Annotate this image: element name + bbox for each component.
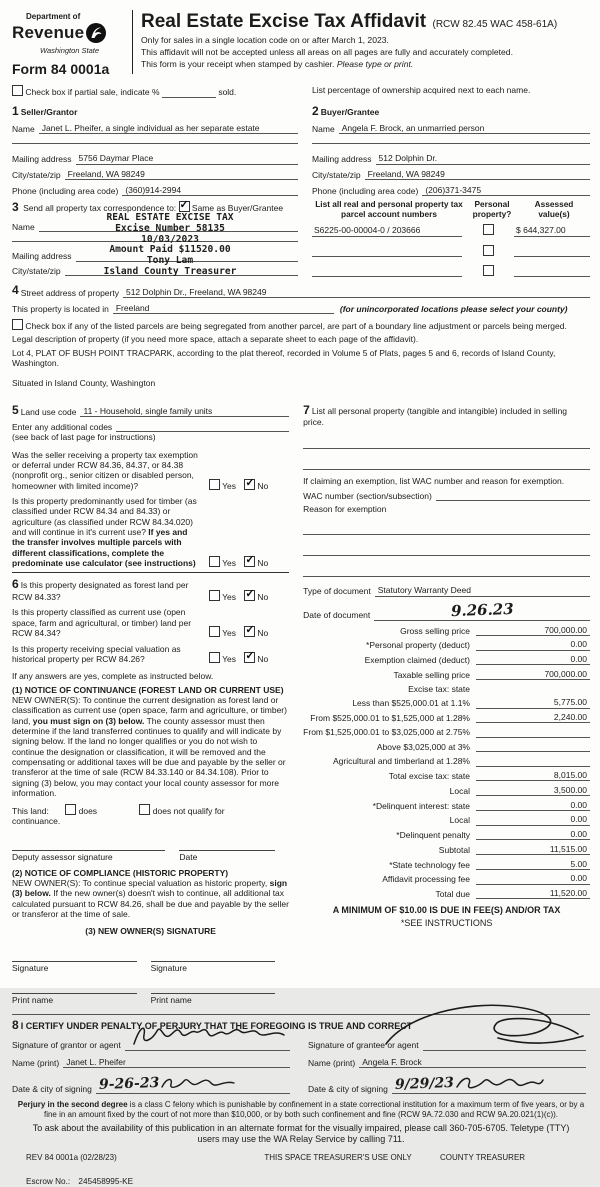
- agency-line1: Department of: [26, 12, 81, 21]
- personal-property-line-1[interactable]: [303, 436, 590, 449]
- if-yes-note: If any answers are yes, complete as instructed below.: [12, 671, 214, 682]
- mid-right-column: [299, 395, 590, 1006]
- mid-left-column: [12, 395, 299, 1006]
- form-title: Real Estate Excise Tax Affidavit: [141, 11, 427, 32]
- notice-continuance-body: NEW OWNER(S): To continue the current designation as forest land or classification as current use (open space, farm and agriculture, or timber) land, you must sign on (3) below. The county assessor must then determine if the land transferred continues to qualify and will indicate by signing below. If the land no longer qualifies or you do not wish to continue the designation or classification, it will be removed and the compensating or additional taxes will be due and payable by the seller or transferor at the time of sale (RCW 84.33.140 or 84.34.108). Prior to signing (3) below, you may contact your local county assessor for more information.: [12, 694, 287, 799]
- continuance-label: continuance.: [12, 815, 61, 826]
- correspondence-section: [12, 200, 590, 277]
- tax-value[interactable]: 5.00: [476, 859, 590, 870]
- timber-question-row: [12, 496, 289, 569]
- doc-date-field[interactable]: [374, 601, 590, 620]
- tax-label: Total due: [435, 889, 470, 900]
- unincorporated-note: (for unincorporated locations please select your county): [339, 303, 568, 314]
- legal-description-text[interactable]: Lot 4, PLAT OF BUSH POINT TRACPARK, according to the plat thereof, recorded in Volume 5 of Plats, pages 5 and 6, records of Island County, Washington.: [12, 347, 556, 368]
- tax-value[interactable]: 700,000.00: [476, 625, 590, 636]
- this-land-row: [12, 804, 289, 816]
- street-address-field[interactable]: 512 Dolphin Dr., Freeland, WA 98249: [123, 287, 590, 298]
- land-does-checkbox[interactable]: [65, 804, 76, 815]
- grantee-signature-line[interactable]: [423, 1050, 586, 1051]
- grantor-city-ink: [159, 1074, 237, 1092]
- partial-sale-row: [12, 85, 590, 97]
- partial-sale-percent-field[interactable]: [162, 97, 216, 98]
- see-back-note: (see back of last page for instructions): [12, 432, 156, 443]
- doc-date-handwriting: 9.26.23: [450, 600, 514, 621]
- tax-value[interactable]: [476, 727, 590, 738]
- s5-q1-yes-checkbox[interactable]: [209, 479, 220, 490]
- buyer-name-field[interactable]: Angela F. Brock, an unmarried person: [339, 123, 590, 134]
- buyer-city-field[interactable]: Freeland, WA 98249: [365, 169, 590, 180]
- escrow-number: 245458995-KE: [78, 1177, 134, 1187]
- historical-question-row: [12, 644, 289, 665]
- new-owner-printname-line-1[interactable]: [12, 983, 137, 994]
- buyer-name-field-2[interactable]: [312, 143, 590, 144]
- wac-number-label: WAC number (section/subsection): [303, 490, 432, 501]
- tax-label: *Personal property (deduct): [366, 640, 470, 651]
- personal-property-checkbox[interactable]: [483, 224, 494, 235]
- tax-value[interactable]: 0.00: [476, 829, 590, 840]
- stamp-line-3: 10/03/2023: [141, 233, 199, 245]
- type-or-print-note: Please type or print.: [336, 58, 414, 69]
- parcel-table-header: [312, 200, 590, 219]
- segregated-checkbox[interactable]: [12, 319, 23, 330]
- grantee-signature-block: [308, 1034, 590, 1094]
- segregated-label: Check box if any of the listed parcels are being segregated from another parcel, are part of a boundary line adjustment or parcels being merged.: [25, 320, 567, 331]
- tax-label: *Delinquent interest: state: [372, 800, 470, 811]
- timber-answer: Yes ✓ No: [199, 556, 289, 568]
- buyer-mailing-label: Mailing address: [312, 154, 372, 165]
- signature-label: Signature: [12, 962, 49, 973]
- seller-city-label: City/state/zip: [12, 170, 61, 181]
- buyer-block: [312, 104, 590, 197]
- parcel-row: [312, 224, 590, 236]
- historical-answer: Yes ✓ No: [199, 652, 289, 664]
- new-owner-signature-cell-2: [151, 951, 276, 973]
- treasurer-stamp: [60, 213, 280, 277]
- seller-mailing-label: Mailing address: [12, 154, 72, 165]
- s6-q3-no-checkbox[interactable]: [244, 652, 255, 663]
- grantee-datecity-field[interactable]: [392, 1073, 586, 1094]
- same-as-buyer-label: Same as Buyer/Grantee: [191, 203, 284, 214]
- deputy-signature-label: Deputy assessor signature: [12, 852, 113, 863]
- land-does-not-checkbox[interactable]: [139, 804, 150, 815]
- s5-q2-no-checkbox[interactable]: [244, 556, 255, 567]
- tax-label: From $525,000.01 to $1,525,000 at 1.28%: [310, 713, 470, 724]
- print-name-label: Print name: [150, 995, 192, 1006]
- grantor-signature-line[interactable]: [125, 1050, 290, 1051]
- grantee-city-ink: [454, 1073, 546, 1093]
- tax-table: [303, 625, 590, 900]
- correspondence-left: [12, 200, 312, 277]
- tax-subheader: Excise tax: state: [408, 683, 470, 694]
- notice-continuance-title: (1) NOTICE OF CONTINUANCE (FOREST LAND OR CURRENT USE): [12, 684, 284, 695]
- tax-value[interactable]: 8,015.00: [476, 770, 590, 781]
- parcel-number-field[interactable]: [312, 246, 462, 257]
- new-owner-printname-cell-2: [151, 983, 276, 1005]
- personal-property-checkbox[interactable]: [483, 245, 494, 256]
- grantor-sig-label: Signature of grantor or agent: [12, 1040, 121, 1051]
- rev-number: REV 84 0001a (02/28/23): [26, 1153, 117, 1163]
- exemption-note: If claiming an exemption, list WAC number and reason for exemption.: [303, 475, 565, 486]
- reason-line-1[interactable]: [303, 522, 590, 535]
- buyer-heading: Buyer/Grantee: [320, 106, 380, 117]
- deputy-date-label: Date: [179, 852, 198, 863]
- escrow-label: Escrow No.:: [26, 1177, 71, 1187]
- tax-value[interactable]: 11,515.00: [476, 844, 590, 855]
- treasurer-use-label: THIS SPACE TREASURER'S USE ONLY: [264, 1153, 412, 1163]
- section6-number: 6: [12, 577, 19, 592]
- deputy-signature-row: [12, 840, 289, 862]
- buyer-phone-field[interactable]: (206)371-3475: [422, 185, 590, 196]
- new-owner-printname-cell-1: [12, 983, 137, 1005]
- stamp-line-1: REAL ESTATE EXCISE TAX: [106, 212, 234, 224]
- buyer-phone-label: Phone (including area code): [312, 185, 419, 196]
- tax-value[interactable]: 0.00: [476, 639, 590, 650]
- footer-row: [12, 1153, 590, 1163]
- mid-band: [12, 395, 590, 1006]
- current-use-question: Is this property classified as current use (open space, farm and agricultural, or timber) land per RCW 84.34?: [12, 607, 192, 639]
- this-land-label: This land:: [12, 805, 49, 816]
- assessed-value-field[interactable]: [514, 266, 590, 277]
- tax-label: Above $3,025,000 at 3%: [376, 741, 470, 752]
- grantee-datecity-label: Date & city of signing: [308, 1083, 388, 1094]
- assessed-value-col-header: Assessed value(s): [534, 199, 574, 219]
- tax-value[interactable]: [476, 756, 590, 767]
- does-not-label: does not qualify for: [152, 805, 225, 816]
- section4-number: 4: [12, 283, 19, 298]
- tax-label: *Delinquent penalty: [396, 830, 470, 841]
- tax-label: Taxable selling price: [393, 669, 470, 680]
- agency-name: Revenue: [12, 22, 85, 42]
- s3-mailing-label: Mailing address: [12, 251, 72, 262]
- form-header: [12, 8, 590, 78]
- exemption-question: Was the seller receiving a property tax exemption or deferral under RCW 84.36, 84.37, or 84.38 (nonprofit org., senior citizen or disabled person, homeowner with limited income)?: [12, 449, 198, 491]
- doc-type-field[interactable]: Statutory Warranty Deed: [375, 585, 590, 596]
- section5-number: 5: [12, 402, 19, 417]
- grantor-datecity-field[interactable]: [96, 1074, 290, 1094]
- street-address-label: Street address of property: [20, 287, 119, 298]
- section7-number: 7: [303, 402, 310, 417]
- doc-type-label: Type of document: [303, 586, 371, 597]
- grantee-printname-field[interactable]: Angela F. Brock: [359, 1057, 586, 1068]
- revenue-logo-icon: [85, 22, 107, 46]
- send-correspondence-label: Send all property tax correspondence to:: [23, 203, 177, 214]
- signature-label: Signature: [150, 962, 187, 973]
- grantor-printname-label: Name (print): [12, 1057, 60, 1068]
- perjury-statement: Perjury in the second degree is a class C felony which is punishable by confinement in a state correctional institution for a maximum term of five years, or by a fine in an amount fixed by the court of not more than $10,000, or by both such confinement and fine (RCW 9A.72.030 and RCW 9A.20.021(1)(c)).: [17, 1099, 585, 1119]
- tax-label: Exemption claimed (deduct): [364, 655, 470, 666]
- new-owner-signature-cell-1: [12, 951, 137, 973]
- s6-q2-no-checkbox[interactable]: [244, 626, 255, 637]
- section1-number: 1: [12, 103, 19, 118]
- situated-in-text: Situated in Island County, Washington: [12, 378, 156, 389]
- legal-description-label: Legal description of property (if you need more space, attach a separate sheet to each page of the affidavit).: [12, 334, 419, 345]
- seller-mailing-field[interactable]: 5756 Daymar Place: [76, 153, 298, 164]
- exemption-answer: Yes ✓ No: [199, 479, 289, 491]
- title-block: [141, 8, 590, 78]
- reason-exemption-label: Reason for exemption: [303, 503, 387, 514]
- assessed-value-field[interactable]: $ 644,327.00: [514, 225, 590, 236]
- reason-line-3[interactable]: [303, 564, 590, 577]
- buyer-mailing-field[interactable]: 512 Dolphin Dr.: [376, 153, 590, 164]
- new-owner-signature-line-2[interactable]: [151, 951, 276, 962]
- ownership-note: List percentage of ownership acquired next to each name.: [312, 85, 531, 96]
- personal-property-intro: List all personal property (tangible and intangible) included in selling price.: [303, 405, 568, 428]
- tax-value[interactable]: 2,240.00: [476, 712, 590, 723]
- assessed-value-field[interactable]: [514, 246, 590, 257]
- property-section: [12, 283, 590, 388]
- seller-city-field[interactable]: Freeland, WA 98249: [65, 169, 298, 180]
- exemption-question-row: [12, 450, 289, 491]
- s3-name-label: Name: [12, 221, 35, 232]
- land-use-field[interactable]: 11 - Household, single family units: [80, 406, 289, 417]
- section3-number: 3: [12, 200, 19, 215]
- tax-label: Less than $525,000.01 at 1.1%: [352, 698, 470, 709]
- seller-name-label: Name: [12, 123, 35, 134]
- tax-value[interactable]: 11,520.00: [476, 888, 590, 899]
- historical-question: Is this property receiving special valuation as historical property per RCW 84.26?: [12, 643, 181, 664]
- s5-q2-yes-checkbox[interactable]: [209, 556, 220, 567]
- grantee-sig-label: Signature of grantee or agent: [308, 1040, 419, 1051]
- deputy-signature-cell: [12, 840, 165, 862]
- new-owner-printname-row: [12, 983, 289, 1005]
- tax-value[interactable]: 0.00: [476, 654, 590, 665]
- does-label: does: [78, 805, 98, 816]
- form-title-reference: (RCW 82.45 WAC 458-61A): [432, 19, 558, 30]
- new-owner-printname-line-2[interactable]: [151, 983, 276, 994]
- s6-q3-yes-checkbox[interactable]: [209, 652, 220, 663]
- form-number: Form 84 0001a: [12, 61, 110, 78]
- doc-date-label: Date of document: [303, 610, 371, 621]
- reason-line-2[interactable]: [303, 543, 590, 556]
- new-owner-signature-line-1[interactable]: [12, 951, 137, 962]
- agency-block: [12, 8, 130, 78]
- parcel-row: [312, 245, 590, 257]
- s6-q1-no-checkbox[interactable]: [244, 590, 255, 601]
- tax-label: Affidavit processing fee: [382, 874, 470, 885]
- seller-block: [12, 104, 312, 197]
- personal-property-checkbox[interactable]: [483, 265, 494, 276]
- parcel-number-field[interactable]: S6225-00-00004-0 / 203666: [312, 225, 462, 236]
- located-in-label: This property is located in: [12, 303, 109, 314]
- current-use-question-row: [12, 607, 289, 638]
- header-divider: [132, 10, 133, 74]
- personal-property-col-header: Personal property?: [472, 199, 512, 219]
- s5-q1-no-checkbox[interactable]: [244, 479, 255, 490]
- land-use-label: Land use code: [20, 406, 77, 417]
- seller-heading: Seller/Grantor: [20, 106, 78, 117]
- print-name-label: Print name: [12, 995, 54, 1006]
- partial-sale-label-sold: sold.: [218, 87, 237, 98]
- grantor-printname-field[interactable]: Janet L. Pheifer: [63, 1057, 290, 1068]
- grantee-printname-label: Name (print): [308, 1057, 356, 1068]
- header-note-2: This affidavit will not be accepted unless all areas on all pages are fully and accurately completed.: [141, 46, 513, 57]
- partial-sale-checkbox[interactable]: [12, 85, 23, 96]
- stamp-line-2: Excise Number 58135: [115, 222, 225, 234]
- tax-value[interactable]: 700,000.00: [476, 669, 590, 680]
- stamp-line-6: Island County Treasurer: [103, 265, 237, 277]
- tax-value[interactable]: 0.00: [476, 800, 590, 811]
- s3-city-label: City/state/zip: [12, 266, 61, 277]
- notice-compliance-body: NEW OWNER(S): To continue special valuation as historic property, sign (3) below. If the new owner(s) doesn't wish to continue, all additional tax calculated pursuant to RCW 84.26, shall be due and payable by the seller or transferor at the time of sale.: [12, 878, 289, 920]
- tax-label: Local: [449, 815, 470, 826]
- same-as-buyer-checkbox[interactable]: [179, 201, 190, 212]
- forest-land-question-row: [12, 577, 289, 602]
- stamp-line-5: Tony Lam: [146, 255, 194, 267]
- parties-section: [12, 104, 590, 197]
- new-owner-signature-title: (3) NEW OWNER(S) SIGNATURE: [85, 926, 216, 937]
- tax-label: *State technology fee: [389, 859, 470, 870]
- seller-phone-label: Phone (including area code): [12, 185, 119, 196]
- parcel-number-field[interactable]: [312, 266, 462, 277]
- header-note-3: This form is your receipt when stamped by cashier. Please type or print.: [141, 58, 414, 69]
- agency-subtitle: Washington State: [40, 46, 100, 56]
- accessibility-note: To ask about the availability of this publication in an alternate format for the visually impaired, please call 360-705-6705. Teletype (TTY) users may use the WA Relay Service by calling 711.: [32, 1123, 570, 1145]
- s6-q2-yes-checkbox[interactable]: [209, 626, 220, 637]
- current-use-answer: Yes ✓ No: [199, 626, 289, 638]
- tax-value[interactable]: 0.00: [476, 873, 590, 884]
- deputy-signature-line[interactable]: [12, 840, 165, 851]
- tax-value[interactable]: 3,500.00: [476, 785, 590, 796]
- tax-label: Agricultural and timberland at 1.28%: [332, 756, 470, 767]
- certification-section: [12, 1014, 590, 1094]
- forest-land-question: Is this property designated as forest land per RCW 84.33?: [12, 580, 189, 603]
- additional-codes-label: Enter any additional codes: [12, 421, 113, 432]
- new-owner-signature-row: [12, 951, 289, 973]
- personal-property-line-2[interactable]: [303, 457, 590, 470]
- tax-label: From $1,525,000.01 to $3,025,000 at 2.75%: [303, 727, 470, 738]
- tax-value[interactable]: [476, 741, 590, 752]
- tax-value[interactable]: 5,775.00: [476, 697, 590, 708]
- parcel-table: [312, 200, 590, 277]
- grantor-datecity-label: Date & city of signing: [12, 1083, 92, 1094]
- tax-label: Local: [449, 785, 470, 796]
- partial-sale-left: [12, 85, 312, 97]
- tax-value[interactable]: 0.00: [476, 814, 590, 825]
- timber-question: Is this property predominantly used for timber (as classified under RCW 84.34 and 84.33) or agriculture (as classified under RCW 84.34.020) and will continue in it's current use? If yes and the transfer involves multiple parcels with different classifications, complete the predominate use calculator (see instructions): [12, 495, 197, 569]
- tax-label: Gross selling price: [400, 625, 470, 636]
- partial-sale-label: Check box if partial sale, indicate %: [25, 87, 160, 98]
- section2-number: 2: [312, 103, 319, 118]
- section-divider: [12, 572, 289, 573]
- buyer-city-label: City/state/zip: [312, 170, 361, 181]
- grantor-date-handwriting: 9-26-23: [98, 1074, 160, 1093]
- s6-q1-yes-checkbox[interactable]: [209, 590, 220, 601]
- tax-label: Total excise tax: state: [388, 771, 470, 782]
- deputy-date-cell: [179, 840, 275, 862]
- parcel-col-header: List all real and personal property tax parcel account numbers: [315, 199, 463, 219]
- tax-label: Subtotal: [438, 844, 470, 855]
- seller-name-field[interactable]: Janet L. Pheifer, a single individual as her separate estate: [39, 123, 298, 134]
- county-treasurer-label: COUNTY TREASURER: [440, 1153, 526, 1163]
- buyer-name-label: Name: [312, 123, 335, 134]
- section8-number: 8: [12, 1017, 19, 1032]
- escrow-number-row: [12, 1177, 590, 1187]
- grantor-signature-block: [12, 1034, 308, 1094]
- stamp-line-4: Amount Paid $11520.00: [109, 244, 231, 256]
- located-in-field[interactable]: Freeland: [113, 303, 334, 314]
- see-instructions-note: *SEE INSTRUCTIONS: [400, 918, 493, 929]
- notice-compliance-title: (2) NOTICE OF COMPLIANCE (HISTORIC PROPERTY): [12, 867, 229, 878]
- wac-number-field[interactable]: [436, 500, 590, 501]
- forest-land-answer: Yes ✓ No: [199, 590, 289, 602]
- parcel-row: [312, 265, 590, 277]
- minimum-due-note: A MINIMUM OF $10.00 IS DUE IN FEE(S) AND/OR TAX: [332, 905, 561, 916]
- tax-value-spacer: [476, 684, 590, 694]
- grantee-date-handwriting: 9/29/23: [394, 1074, 455, 1093]
- seller-name-field-2[interactable]: [12, 143, 298, 144]
- header-note-1: Only for sales in a single location code on or after March 1, 2023.: [141, 34, 389, 45]
- seller-phone-field[interactable]: (360)914-2994: [122, 185, 298, 196]
- certify-statement: I CERTIFY UNDER PENALTY OF PERJURY THAT THE FOREGOING IS TRUE AND CORRECT: [20, 1020, 413, 1031]
- deputy-date-line[interactable]: [179, 840, 275, 851]
